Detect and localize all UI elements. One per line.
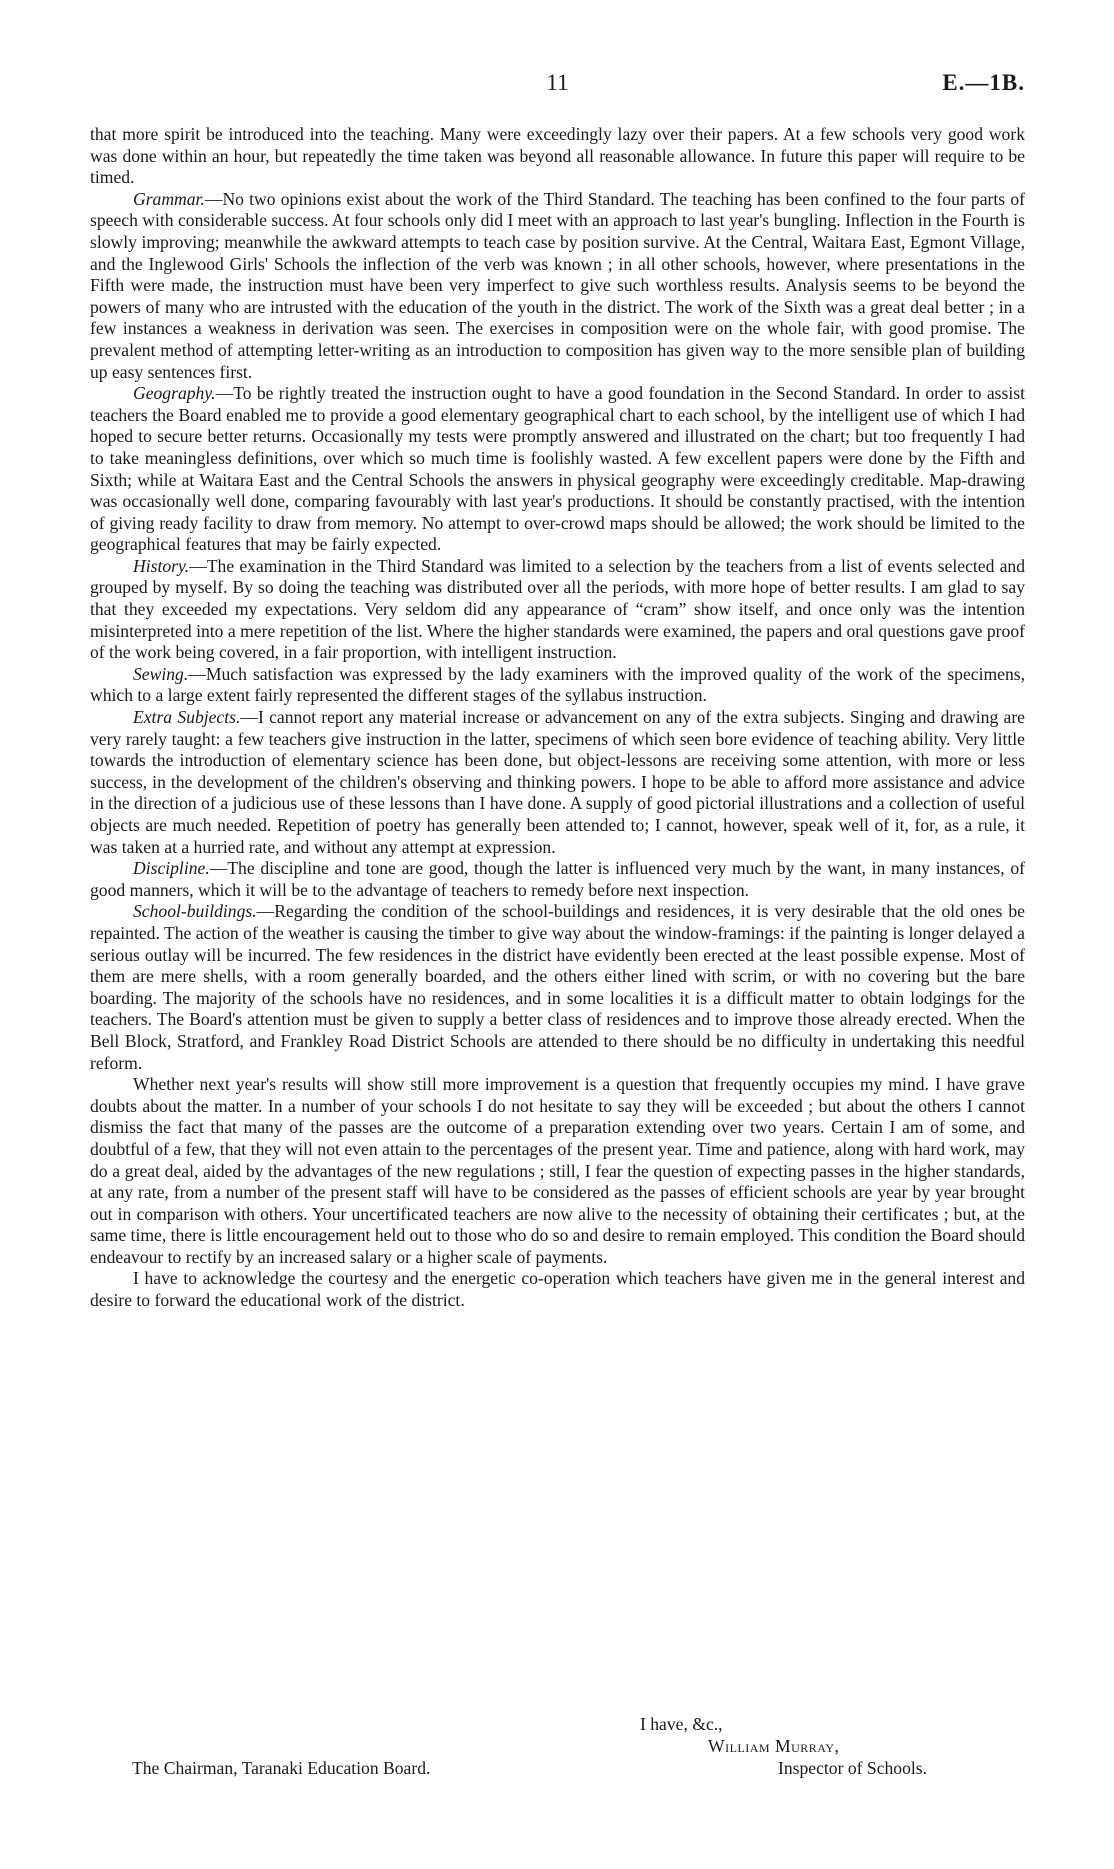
paragraph-text: —No two opinions exist about the work of the Third Standard. The teaching has been confined to the four parts of speech with considerable success. At four schools only did I meet with an approach to last year's bungling. Inflection in the Fourth is slowly improving; meanwhile the awkward attempts to teach case by position survive. At the Central, Waitara East, Egmont Village, and the Inglewood Girls' Schools the inflection of the verb was known ; in all other schools, however, where presentations in the Fifth were made, the instruction must have been very imperfect to give such worthless results. Analysis seems to be beyond the powers of many who are intrusted with the education of the youth in the district. The work of the Sixth was a great deal better ; in a few instances a weakness in derivation was seen. The exercises in composition were on the whole fair, with good promise. The prevalent method of attempting letter-writing as an introduction to composition has given way to the more sensible plan of building up easy sentences first.: [90, 188, 1025, 382]
closing-salutation: I have, &c.,: [640, 1714, 723, 1734]
paragraph-text: —Regarding the condition of the school-buildings and residences, it is very desirable that the old ones be repainted. The action of the weather is causing the timber to give way about the window-framings: if the painting is longer delayed a serious outlay will be incurred. The few residences in the district have evidently been erected at the least possible expense. Most of them are mere shells, with a room generally boarded, and the others either lined with scrim, or with no covering but the bare boarding. The majority of the schools have no residences, and in some localities it is a difficult matter to obtain lodgings for the teachers. The Board's attention must be given to supply a better class of residences and to improve those already erected. When the Bell Block, Stratford, and Frankley Road District Schools are attended to there should be no difficulty in undertaking this needful reform.: [90, 901, 1025, 1073]
paragraph-intro-continuation: [90, 124, 1025, 189]
addressee: The Chairman, Taranaki Education Board.: [132, 1758, 431, 1778]
signatory-name: William Murray,: [708, 1736, 840, 1756]
paragraph-extra-subjects: [90, 707, 1025, 858]
section-heading: Sewing.: [133, 663, 189, 684]
section-heading: Geography.: [133, 383, 216, 404]
paragraph-text: —Much satisfaction was expressed by the lady examiners with the improved quality of the work of the specimens, which to a large extent fairly represented the different stages of the syllabus instruction.: [90, 663, 1025, 706]
section-heading: Grammar.: [133, 188, 205, 209]
paragraph-geography: [90, 383, 1025, 556]
paragraph-text: —The discipline and tone are good, though the latter is influenced very much by the want, in many instances, of good manners, which it will be to the advantage of teachers to remedy before next inspection.: [90, 858, 1025, 900]
paragraph-text: —I cannot report any material increase or advancement on any of the extra subjects. Singing and drawing are very rarely taught: a few teachers give instruction in the latter, specimens of which seen bore evidence of teaching ability. Very little towards the introduction of elementary science has been done, but object-lessons are receiving some attention, with more or less success, in the development of the children's observing and thinking powers. I hope to be able to afford more assistance and advice in the direction of a judicious use of these lessons than I have done. A supply of good pictorial illustrations and a collection of useful objects are much needed. Repetition of poetry has generally been attended to; I cannot, however, speak well of it, for, as a rule, it was taken at a hurried rate, and without any attempt at expression.: [90, 707, 1025, 857]
paragraph-text: —The examination in the Third Standard was limited to a selection by the teachers from a list of events selected and grouped by myself. By so doing the teaching was distributed over all the periods, with more hope of better results. I am glad to say that they exceeded my expectations. Very seldom did any appearance of “cram” show itself, and once only was the intention misinterpreted into a mere repetition of the list. Where the higher standards were examined, the papers and oral questions gave proof of the work being covered, in a fair proportion, with intelligent instruction.: [90, 555, 1025, 663]
paragraph-text: I have to acknowledge the courtesy and the energetic co-operation which teachers have given me in the general interest and desire to forward the educational work of the district.: [90, 1268, 1025, 1311]
signatory-title: Inspector of Schools.: [778, 1758, 928, 1778]
report-body: [90, 124, 1025, 1312]
paragraph-next-year: [90, 1074, 1025, 1268]
page-number: 11: [546, 70, 569, 95]
paragraph-school-buildings: [90, 901, 1025, 1074]
section-heading: Discipline.: [133, 858, 210, 879]
paragraph-history: [90, 556, 1025, 664]
paragraph-grammar: [90, 189, 1025, 383]
section-heading: History.: [133, 555, 190, 576]
paragraph-discipline: [90, 858, 1025, 901]
paragraph-text: —To be rightly treated the instruction ought to have a good foundation in the Second Standard. In order to assist teachers the Board enabled me to provide a good elementary geographical chart to each school, by the intelligent use of which I had hoped to secure better returns. Occasionally my tests were promptly answered and illustrated on the chart; but too frequently I had to take meaningless definitions, over which so much time is foolishly wasted. A few excellent papers were done by the Fifth and Sixth; while at Waitara East and the Central Schools the answers in physical geography were exceedingly creditable. Map-drawing was occasionally well done, comparing favourably with last year's productions. It should be constantly practised, with the intention of giving ready facility to draw from memory. No attempt to over-crowd maps should be allowed; the work should be limited to the geographical features that may be fairly expected.: [90, 383, 1025, 555]
document-reference: E.—1B.: [942, 70, 1025, 95]
paragraph-text: Whether next year's results will show still more improvement is a question that frequently occupies my mind. I have grave doubts about the matter. In a number of your schools I do not hesitate to say they will be exceeded ; but about the others I cannot dismiss the fact that many of the passes are the outcome of a preparation extending over two years. Certain I am of some, and doubtful of a few, that they will not even attain to the percentages of the present year. Time and patience, along with hard work, may do a great deal, aided by the advantages of the new regulations ; still, I fear the question of expecting passes in the higher standards, at any rate, from a number of the present staff will have to be considered as the passes of efficient schools are year by year brought out in comparison with others. Your uncertificated teachers are now alive to the necessity of obtaining their certificates ; but, at the same time, there is little encouragement held out to those who do so and desire to remain employed. This condition the Board should endeavour to rectify by an increased salary or a higher scale of payments.: [90, 1074, 1025, 1267]
paragraph-text: that more spirit be introduced into the teaching. Many were exceedingly lazy over their papers. At a few schools very good work was done within an hour, but repeatedly the time taken was beyond all reasonable allowance. In future this paper will require to be timed.: [90, 124, 1025, 188]
page-header: [90, 70, 1025, 100]
paragraph-acknowledgement: [90, 1268, 1025, 1311]
section-heading: School-buildings.: [133, 901, 257, 922]
section-heading: Extra Subjects.: [133, 707, 241, 728]
paragraph-sewing: [90, 664, 1025, 707]
